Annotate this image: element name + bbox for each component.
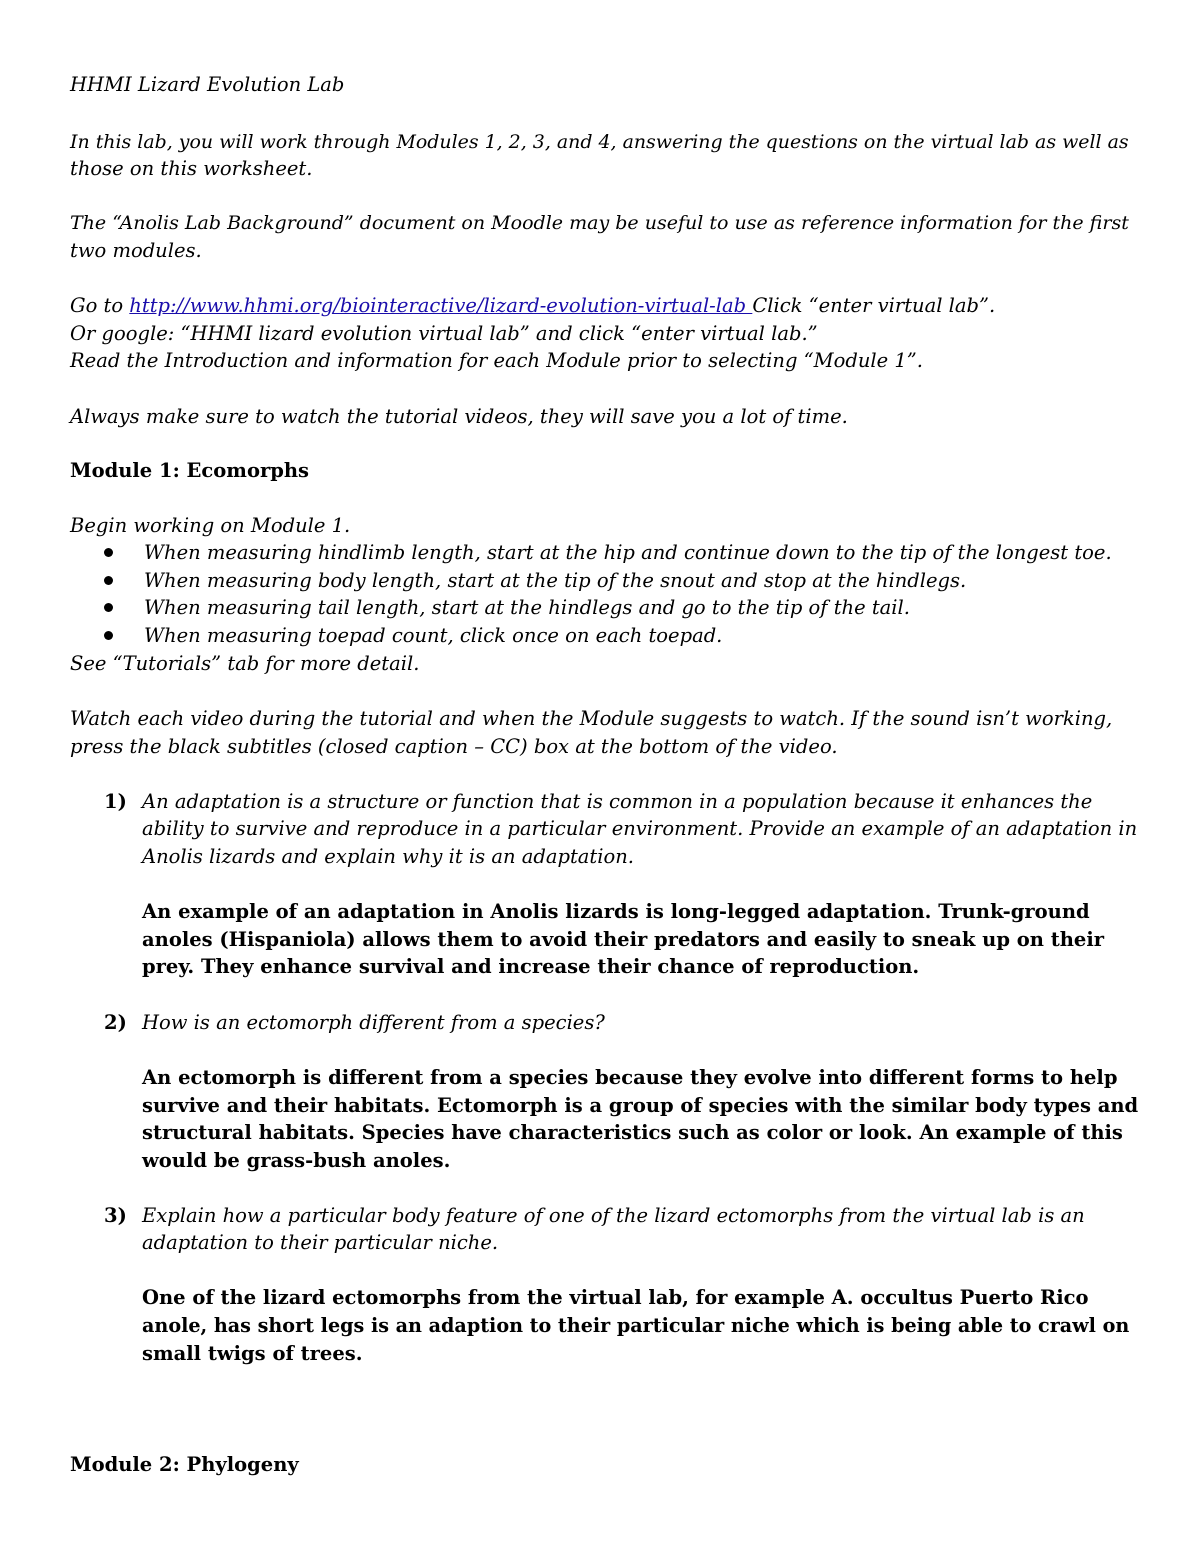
- answer-2-line-3: structural habitats. Species have characteristics such as color or look. An example of this: [142, 1121, 1123, 1144]
- intro-text-line-1: In this lab, you will work through Modules 1, 2, 3, and 4, answering the questions on the virtual lab as well as: [70, 131, 1129, 153]
- read-instruction: Read the Introduction and information for each Module prior to selecting “Module 1”.: [70, 349, 923, 372]
- measure-bullet-3: When measuring tail length, start at the hindlegs and go to the tip of the tail.: [144, 596, 910, 619]
- goto-suffix: Click “enter virtual lab”.: [752, 294, 996, 317]
- background-note-line-2: two modules.: [70, 239, 202, 262]
- virtual-lab-link[interactable]: http://www.hhmi.org/biointeractive/lizard-evolution-virtual-lab: [129, 294, 753, 317]
- module-2-heading: Module 2: Phylogeny: [70, 1453, 299, 1476]
- answer-3-line-1: One of the lizard ectomorphs from the virtual lab, for example A. occultus Puerto Rico: [142, 1286, 1089, 1309]
- measure-bullet-1: When measuring hindlimb length, start at the hip and continue down to the tip of the longest toe.: [144, 541, 1112, 564]
- watch-note-line-1: Watch each video during the tutorial and when the Module suggests to watch. If the sound isn’t working,: [70, 707, 1113, 730]
- google-instruction: Or google: “HHMI lizard evolution virtual lab” and click “enter virtual lab.”: [70, 322, 818, 345]
- question-2-number: 2): [104, 1011, 127, 1034]
- background-note-line-1: The “Anolis Lab Background” document on Moodle may be useful to use as reference information for the first: [70, 212, 1129, 234]
- page-title: HHMI Lizard Evolution Lab: [70, 73, 345, 96]
- question-1-line-2: ability to survive and reproduce in a particular environment. Provide an example of an adaptation in: [142, 817, 1138, 840]
- bullet-marker: [104, 576, 113, 585]
- answer-1-line-2: anoles (Hispaniola) allows them to avoid their predators and easily to sneak up on their: [142, 928, 1105, 951]
- measure-bullet-4: When measuring toepad count, click once on each toepad.: [144, 624, 723, 647]
- measure-bullet-2: When measuring body length, start at the tip of the snout and stop at the hindlegs.: [144, 569, 967, 592]
- bullet-marker: [104, 603, 113, 612]
- watch-note-line-2: press the black subtitles (closed caption – CC) box at the bottom of the video.: [70, 735, 838, 758]
- module-1-heading: Module 1: Ecomorphs: [70, 459, 310, 482]
- answer-3-line-3: small twigs of trees.: [142, 1342, 363, 1365]
- see-tutorials-note: See “Tutorials” tab for more detail.: [70, 652, 420, 675]
- answer-2-line-2: survive and their habitats. Ectomorph is a group of species with the similar body types and: [142, 1094, 1139, 1117]
- intro-text-line-2: those on this worksheet.: [70, 157, 313, 180]
- answer-1-line-3: prey. They enhance survival and increase their chance of reproduction.: [142, 955, 920, 978]
- question-2-line-1: How is an ectomorph different from a species?: [142, 1011, 605, 1034]
- question-3-line-2: adaptation to their particular niche.: [142, 1231, 499, 1254]
- answer-2-line-4: would be grass-bush anoles.: [142, 1149, 451, 1172]
- answer-3-line-2: anole, has short legs is an adaption to their particular niche which is being able to crawl on: [142, 1314, 1130, 1337]
- goto-line: [70, 292, 995, 320]
- answer-1-line-1: An example of an adaptation in Anolis lizards is long-legged adaptation. Trunk-ground: [142, 900, 1090, 923]
- bullet-marker: [104, 631, 113, 640]
- question-3-number: 3): [104, 1204, 127, 1227]
- question-3-line-1: Explain how a particular body feature of one of the lizard ectomorphs from the virtual lab is an: [142, 1204, 1085, 1227]
- answer-2-line-1: An ectomorph is different from a species because they evolve into different forms to help: [142, 1066, 1118, 1089]
- bullet-marker: [104, 548, 113, 557]
- module-1-begin: Begin working on Module 1.: [70, 514, 351, 537]
- question-1-number: 1): [104, 790, 127, 813]
- tutorial-note: Always make sure to watch the tutorial videos, they will save you a lot of time.: [70, 405, 848, 428]
- question-1-line-1: An adaptation is a structure or function that is common in a population because it enhances the: [142, 790, 1093, 813]
- question-1-line-3: Anolis lizards and explain why it is an adaptation.: [142, 845, 634, 868]
- goto-prefix: Go to: [70, 294, 130, 317]
